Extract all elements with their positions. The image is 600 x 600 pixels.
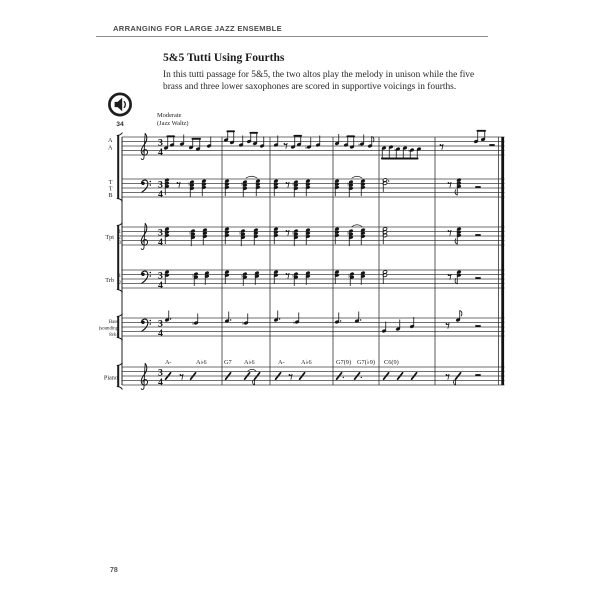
staff-label-trumpets: Tpt <box>105 234 114 241</box>
timesig-bottom: 4 <box>158 279 163 291</box>
svg-text:♭: ♭ <box>408 148 411 154</box>
staff-label-bari: B <box>108 192 113 199</box>
chord-symbol: A- <box>278 359 285 366</box>
timesig-top: 3 <box>158 318 163 330</box>
svg-text:♭: ♭ <box>240 181 244 188</box>
svg-text:♭: ♭ <box>347 273 351 280</box>
svg-text:♭: ♭ <box>291 230 295 237</box>
timesig-top: 3 <box>158 227 163 239</box>
staff-label-alto-1: A <box>108 137 113 144</box>
audio-track-number: 34 <box>116 121 124 128</box>
staff-label-bass-1: Bass <box>108 320 118 325</box>
svg-text:♭: ♭ <box>346 230 350 237</box>
timesig-top: 3 <box>158 270 163 282</box>
svg-text:♭: ♭ <box>191 321 195 327</box>
svg-text:♭: ♭ <box>304 145 308 151</box>
svg-text:♭: ♭ <box>240 273 244 280</box>
staff-label-bass-3: 8vb) <box>109 333 118 338</box>
chord-symbol: C6(9) <box>384 359 399 366</box>
chord-symbol: G7 <box>224 359 232 366</box>
timesig-bottom: 4 <box>158 236 163 248</box>
timesig-bottom: 4 <box>158 146 163 158</box>
svg-text:♭: ♭ <box>187 181 191 188</box>
score-graphics <box>117 131 504 390</box>
staff-label-bass-2: (sounding <box>98 326 118 332</box>
trumpet-number-2: 2 <box>118 235 121 241</box>
svg-text:♭: ♭ <box>188 230 192 237</box>
svg-text:♭: ♭ <box>292 320 296 326</box>
staff-label-tenor-2: T <box>108 185 113 193</box>
timesig-bottom: 4 <box>158 327 163 339</box>
svg-text:♭: ♭ <box>291 273 295 280</box>
staff-label-tenor-1: T <box>108 179 113 186</box>
timesig-top: 3 <box>158 137 163 149</box>
svg-text:♭: ♭ <box>241 321 245 327</box>
body-line-1: In this tutti passage for 5&5, the two altos play the melody in unison while the five <box>163 70 475 80</box>
staff-label-alto-2: A <box>108 144 113 152</box>
svg-text:♭: ♭ <box>291 181 295 188</box>
trombone-number-1: 1 <box>118 274 121 279</box>
section-title: 5&5 Tutti Using Fourths <box>163 51 285 64</box>
body-line-2: brass and three lower saxophones are scored in supportive voicings in fourths. <box>163 82 457 93</box>
trumpet-number-1: 1 <box>118 230 121 235</box>
tempo-qualifier: (Jazz Waltz) <box>157 120 189 127</box>
svg-text:♭: ♭ <box>357 142 361 148</box>
running-header: ARRANGING FOR LARGE JAZZ ENSEMBLE <box>113 24 282 33</box>
page-number: 78 <box>110 567 118 574</box>
chord-symbol: A♭6 <box>244 359 255 366</box>
chord-symbol: A♭6 <box>301 359 312 366</box>
timesig-bottom: 4 <box>158 376 163 388</box>
svg-text:♭: ♭ <box>191 273 195 280</box>
timesig-top: 3 <box>158 367 163 379</box>
svg-text:♭: ♭ <box>346 181 350 188</box>
staff-label-trombones: Trb <box>105 277 114 284</box>
chord-symbol: A- <box>165 359 172 366</box>
staff-label-piano: Piano <box>103 374 118 382</box>
svg-text:♭: ♭ <box>394 147 397 153</box>
timesig-top: 3 <box>158 179 163 191</box>
chord-symbol: G7(♭9) <box>357 359 376 366</box>
chord-symbol: A♭6 <box>196 359 207 366</box>
trombone-number-2: 2 <box>118 281 121 286</box>
chord-symbol: G7(9) <box>336 359 352 366</box>
timesig-bottom: 4 <box>158 188 163 200</box>
svg-text:♭: ♭ <box>238 230 242 237</box>
trumpet-number-3: 3 <box>118 241 121 246</box>
tempo-marking: Moderate <box>157 112 182 119</box>
